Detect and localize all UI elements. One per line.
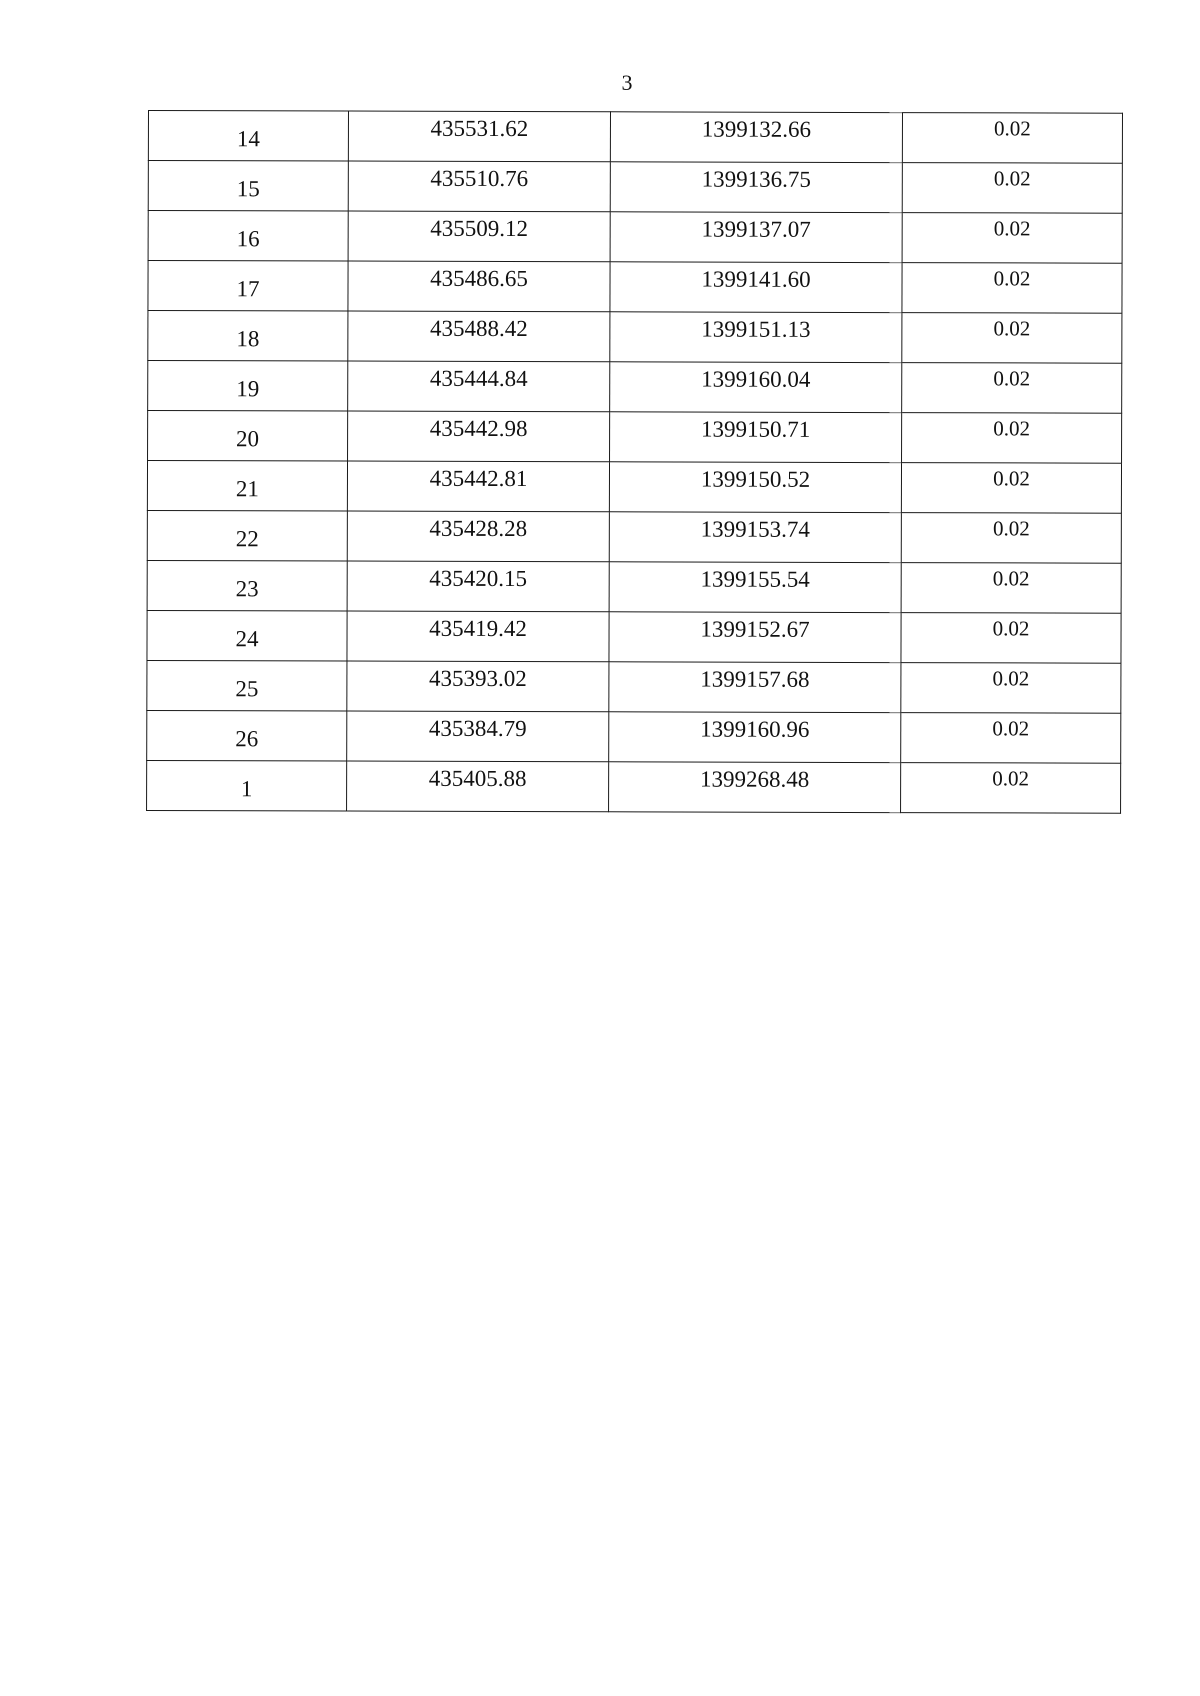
table-row — [148, 261, 1122, 314]
x-coordinate-cell: 435405.88 — [347, 761, 609, 812]
y-coordinate-cell: 1399150.71 — [610, 412, 902, 463]
coordinates-table-body — [147, 111, 1123, 814]
y-coordinate-cell: 1399160.96 — [609, 712, 901, 763]
point-number-cell: 26 — [147, 710, 347, 761]
point-number-cell: 16 — [148, 211, 348, 262]
y-coordinate-cell: 1399151.13 — [610, 312, 902, 363]
point-number-cell: 19 — [148, 361, 348, 412]
accuracy-cell: 0.02 — [901, 513, 1121, 564]
y-coordinate-cell: 1399132.66 — [610, 112, 902, 163]
table-row — [148, 161, 1122, 214]
table-row — [147, 710, 1121, 763]
accuracy-cell: 0.02 — [902, 113, 1122, 164]
x-coordinate-cell: 435486.65 — [348, 261, 610, 312]
y-coordinate-cell: 1399157.68 — [609, 662, 901, 713]
accuracy-cell: 0.02 — [901, 713, 1121, 764]
point-number-cell: 1 — [147, 760, 347, 811]
x-coordinate-cell: 435442.81 — [347, 461, 609, 512]
y-coordinate-cell: 1399150.52 — [609, 462, 901, 513]
x-coordinate-cell: 435509.12 — [348, 211, 610, 262]
table-row — [147, 560, 1121, 613]
x-coordinate-cell: 435442.98 — [348, 411, 610, 462]
table-row — [147, 660, 1121, 713]
accuracy-cell: 0.02 — [901, 663, 1121, 714]
accuracy-cell: 0.02 — [902, 263, 1122, 314]
x-coordinate-cell: 435488.42 — [348, 311, 610, 362]
table-row — [147, 760, 1121, 813]
accuracy-cell: 0.02 — [901, 613, 1121, 664]
table-row — [148, 361, 1122, 414]
x-coordinate-cell: 435420.15 — [347, 561, 609, 612]
point-number-cell: 23 — [147, 560, 347, 611]
point-number-cell: 14 — [148, 111, 348, 162]
point-number-cell: 25 — [147, 660, 347, 711]
x-coordinate-cell: 435393.02 — [347, 661, 609, 712]
y-coordinate-cell: 1399155.54 — [609, 562, 901, 613]
y-coordinate-cell: 1399136.75 — [610, 162, 902, 213]
point-number-cell: 24 — [147, 610, 347, 661]
point-number-cell: 22 — [147, 510, 347, 561]
y-coordinate-cell: 1399268.48 — [609, 762, 901, 813]
point-number-cell: 18 — [148, 311, 348, 362]
y-coordinate-cell: 1399153.74 — [609, 512, 901, 563]
point-number-cell: 21 — [147, 461, 347, 512]
x-coordinate-cell: 435419.42 — [347, 611, 609, 662]
accuracy-cell: 0.02 — [902, 163, 1122, 214]
accuracy-cell: 0.02 — [902, 213, 1122, 264]
coordinates-table — [146, 110, 1123, 814]
point-number-cell: 15 — [148, 161, 348, 212]
x-coordinate-cell: 435384.79 — [347, 711, 609, 762]
table-row — [148, 311, 1122, 364]
x-coordinate-cell: 435428.28 — [347, 511, 609, 562]
table-row — [147, 610, 1121, 663]
y-coordinate-cell: 1399137.07 — [610, 212, 902, 263]
accuracy-cell: 0.02 — [902, 413, 1122, 464]
x-coordinate-cell: 435444.84 — [348, 361, 610, 412]
point-number-cell: 20 — [148, 411, 348, 462]
table-row — [148, 111, 1122, 164]
table-row — [148, 211, 1122, 264]
x-coordinate-cell: 435531.62 — [348, 111, 610, 162]
point-number-cell: 17 — [148, 261, 348, 312]
y-coordinate-cell: 1399152.67 — [609, 612, 901, 663]
y-coordinate-cell: 1399160.04 — [610, 362, 902, 413]
x-coordinate-cell: 435510.76 — [348, 161, 610, 212]
y-coordinate-cell: 1399141.60 — [610, 262, 902, 313]
page-number: 3 — [621, 70, 633, 95]
accuracy-cell: 0.02 — [902, 363, 1122, 414]
table-row — [148, 411, 1122, 464]
table-row — [147, 510, 1121, 563]
accuracy-cell: 0.02 — [901, 563, 1121, 614]
accuracy-cell: 0.02 — [901, 463, 1121, 514]
accuracy-cell: 0.02 — [901, 763, 1121, 814]
table-row — [147, 461, 1121, 514]
accuracy-cell: 0.02 — [902, 313, 1122, 364]
